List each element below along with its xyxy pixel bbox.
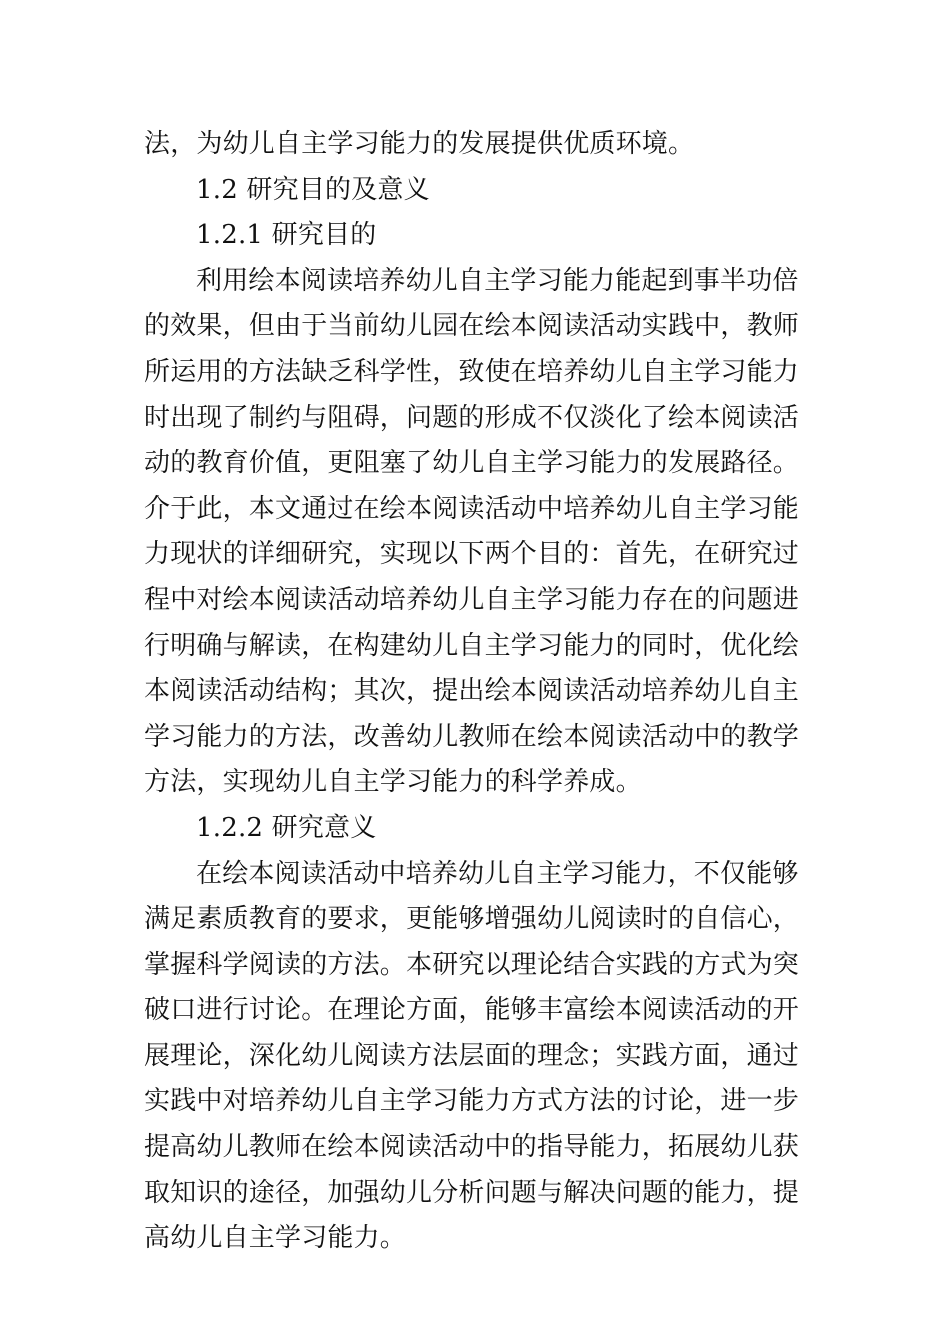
section-heading-1-2: 1.2 研究目的及意义 xyxy=(196,174,430,205)
text-line: 方法，实现幼儿自主学习能力的科学养成。 xyxy=(144,767,642,798)
text-line: 高幼儿自主学习能力。 xyxy=(144,1223,407,1254)
text-line: 介于此，本文通过在绘本阅读活动中培养幼儿自主学习能 xyxy=(144,493,800,524)
text-line: 实践中对培养幼儿自主学习能力方式方法的讨论，进一步 xyxy=(144,1086,800,1117)
subsection-heading-1-2-2: 1.2.2 研究意义 xyxy=(196,812,377,843)
text-line: 提高幼儿教师在绘本阅读活动中的指导能力，拓展幼儿获 xyxy=(144,1132,800,1163)
text-line: 在绘本阅读活动中培养幼儿自主学习能力，不仅能够 xyxy=(196,858,799,889)
text-line: 所运用的方法缺乏科学性，致使在培养幼儿自主学习能力 xyxy=(144,356,800,387)
text-line: 满足素质教育的要求，更能够增强幼儿阅读时的自信心， xyxy=(144,904,800,935)
text-line: 学习能力的方法，改善幼儿教师在绘本阅读活动中的教学 xyxy=(144,721,800,752)
text-line: 的效果，但由于当前幼儿园在绘本阅读活动实践中，教师 xyxy=(144,311,800,342)
text-line: 力现状的详细研究，实现以下两个目的：首先，在研究过 xyxy=(144,539,800,570)
paragraph-continuation-line: 法，为幼儿自主学习能力的发展提供优质环境。 xyxy=(144,129,695,159)
text-line: 行明确与解读，在构建幼儿自主学习能力的同时，优化绘 xyxy=(144,630,800,661)
text-line: 展理论，深化幼儿阅读方法层面的理念；实践方面，通过 xyxy=(144,1040,800,1071)
text-line: 取知识的途径，加强幼儿分析问题与解决问题的能力，提 xyxy=(144,1177,800,1208)
text-line: 掌握科学阅读的方法。本研究以理论结合实践的方式为突 xyxy=(144,949,800,980)
text-line: 时出现了制约与阻碍，问题的形成不仅淡化了绘本阅读活 xyxy=(144,402,800,433)
subsection-heading-1-2-1: 1.2.1 研究目的 xyxy=(196,220,377,251)
text-line: 程中对绘本阅读活动培养幼儿自主学习能力存在的问题进 xyxy=(144,584,800,615)
text-line: 本阅读活动结构；其次，提出绘本阅读活动培养幼儿自主 xyxy=(144,676,800,707)
body-text xyxy=(144,122,800,1262)
text-line: 动的教育价值，更阻塞了幼儿自主学习能力的发展路径。 xyxy=(144,448,800,479)
text-line: 利用绘本阅读培养幼儿自主学习能力能起到事半功倍 xyxy=(196,265,799,296)
text-line: 破口进行讨论。在理论方面，能够丰富绘本阅读活动的开 xyxy=(144,995,800,1026)
